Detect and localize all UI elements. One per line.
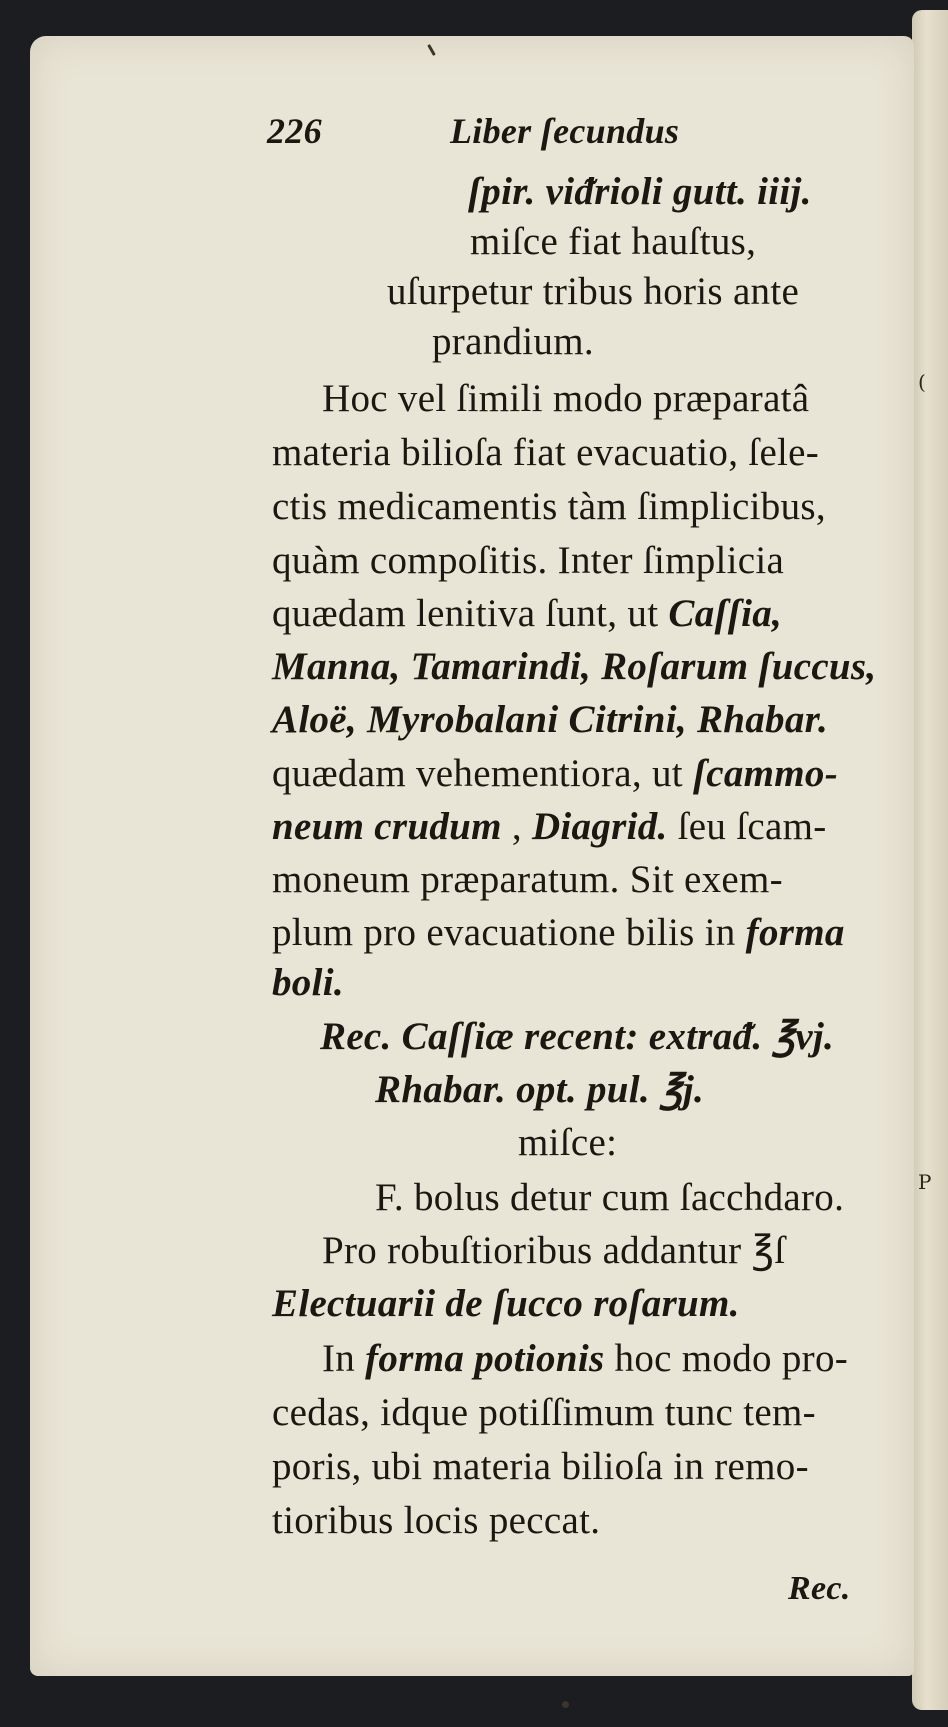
roman-text: uſurpetur tribus horis ante [387, 270, 800, 313]
facing-page-edge [912, 10, 948, 1710]
text-line [375, 1175, 844, 1221]
page-edge-mark: P [918, 1170, 932, 1194]
text-line [272, 1390, 816, 1436]
text-line [470, 219, 756, 265]
page-text [30, 36, 914, 1676]
roman-text: tioribus locis peccat. [272, 1499, 601, 1542]
roman-text: In [322, 1337, 366, 1380]
roman-text: prandium. [432, 320, 594, 363]
roman-text: quàm compoſitis. Inter ſimplicia [272, 539, 785, 582]
page-number: 226 [267, 111, 322, 151]
text-line [518, 1120, 617, 1166]
text-line [468, 169, 812, 215]
italic-text: Electuarii de ſucco roſarum. [272, 1282, 740, 1325]
italic-text: boli. [272, 961, 344, 1004]
roman-text: Hoc vel ſimili modo præparatâ [322, 377, 810, 420]
text-line [272, 591, 782, 637]
text-line [272, 857, 783, 903]
italic-text: ſcammo- [692, 752, 838, 795]
italic-text: neum crudum [272, 805, 502, 848]
roman-text: F. bolus detur cum ſacchdaro. [375, 1176, 845, 1219]
roman-text: miſce fiat hauſtus, [470, 220, 757, 263]
book-page [30, 36, 914, 1676]
text-line [272, 804, 827, 850]
roman-text: cedas, idque potiſſimum tunc tem- [272, 1391, 816, 1434]
roman-text: poris, ubi materia bilioſa in remo- [272, 1445, 809, 1488]
text-line [272, 697, 828, 743]
italic-text: Rhabar. opt. pul. ℥j. [375, 1068, 705, 1111]
text-line [432, 319, 594, 365]
italic-text: Manna, Tamarindi, Roſarum ſuccus, [272, 645, 877, 688]
italic-text: Caſſia, [668, 592, 783, 635]
italic-text: forma [745, 911, 845, 954]
italic-text: Rec. Caſſiæ recent: extraᵭ. ℥vj. [320, 1015, 835, 1058]
roman-text: , [501, 805, 532, 848]
text-line [322, 376, 809, 422]
text-line [322, 1228, 785, 1274]
text-line [272, 484, 826, 530]
text-line [322, 1336, 848, 1382]
roman-text: miſce: [518, 1121, 618, 1164]
text-line [272, 1498, 600, 1544]
text-line [272, 538, 784, 584]
roman-text: hoc modo pro- [604, 1337, 849, 1380]
roman-text: moneum præparatum. Sit exem- [272, 858, 783, 901]
text-line [320, 1014, 834, 1060]
text-line [272, 751, 838, 797]
roman-text: quædam lenitiva ſunt, ut [272, 592, 669, 635]
italic-text: ſpir. viᵭrioli gutt. iiij. [468, 170, 812, 213]
text-line [272, 910, 845, 956]
roman-text: quædam vehementiora, ut [272, 752, 693, 795]
ink-speck [562, 1701, 569, 1708]
roman-text: plum pro evacuatione bilis in [272, 911, 746, 954]
text-line [375, 1067, 704, 1113]
roman-text: ctis medicamentis tàm ſimplicibus, [272, 485, 826, 528]
text-line [272, 1444, 809, 1490]
roman-text: ſeu ſcam- [667, 805, 827, 848]
text-line [387, 269, 799, 315]
roman-text: Pro robuſtioribus addantur ℥ſ [322, 1229, 786, 1272]
page-edge-mark: ( [918, 370, 926, 394]
ink-speck [427, 44, 436, 56]
roman-text: materia bilioſa fiat evacuatio, ſele- [272, 431, 820, 474]
italic-text: Diagrid. [531, 805, 668, 848]
italic-text: forma potionis [365, 1337, 605, 1380]
italic-text: Aloë, Myrobalani Citrini, Rhabar. [272, 698, 829, 741]
text-line [272, 644, 876, 690]
running-title: Liber ſecundus [450, 111, 680, 151]
text-line [272, 960, 344, 1006]
catchword: Rec. [788, 1570, 851, 1607]
text-line [272, 430, 819, 476]
text-line [272, 1281, 740, 1327]
